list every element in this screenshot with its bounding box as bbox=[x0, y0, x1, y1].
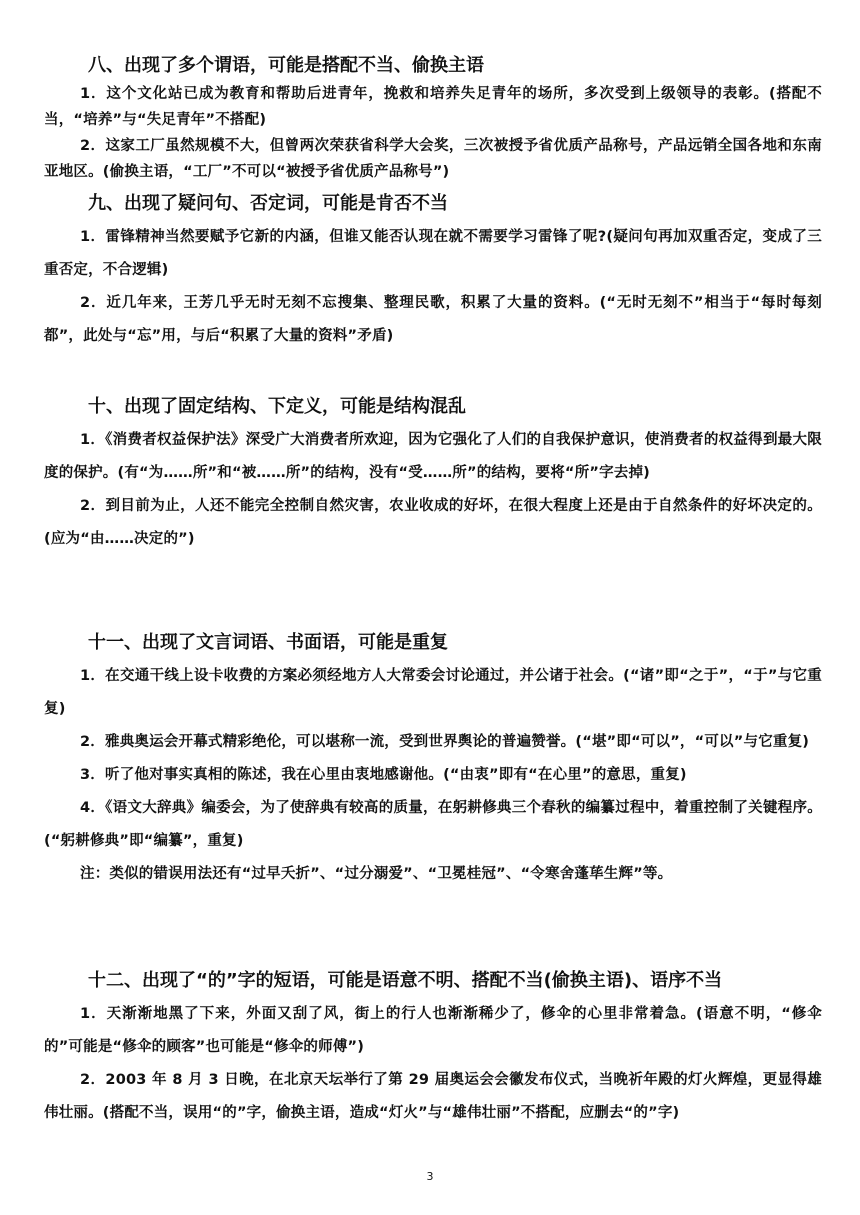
paragraph: 1．《消费者权益保护法》深受广大消费者所欢迎，因为它强化了人们的自我保护意识，使消费者的权益得到最大限度的保护。(有“为……所”和“被……所”的结构，没有“受……所”的结构，要将“所”字去掉) bbox=[44, 432, 822, 481]
paragraph: 1．天渐渐地黑了下来，外面又刮了风，街上的行人也渐渐稀少了，修伞的心里非常着急。(语意不明，“修伞的”可能是“修伞的顾客”也可能是“修伞的师傅”) bbox=[44, 1006, 822, 1055]
page-number: 3 bbox=[426, 1170, 434, 1183]
paragraph: 2．这家工厂虽然规模不大，但曾两次荣获省科学大会奖，三次被授予省优质产品称号，产品远销全国各地和东南亚地区。(偷换主语，“工厂”不可以“被授予省优质产品称号”) bbox=[44, 138, 822, 180]
section-10 bbox=[44, 394, 822, 556]
section-heading: 十二、出现了“的”字的短语，可能是语意不明、搭配不当(偷换主语)、语序不当 bbox=[88, 970, 723, 991]
section-heading: 九、出现了疑问句、否定词，可能是肯否不当 bbox=[88, 193, 448, 214]
section-heading: 十一、出现了文言词语、书面语，可能是重复 bbox=[88, 632, 448, 653]
paragraph: 4．《语文大辞典》编委会，为了使辞典有较高的质量，在躬耕修典三个春秋的编纂过程中，着重控制了关键程序。(“躬耕修典”即“编纂”，重复) bbox=[44, 800, 822, 849]
paragraph: 1．雷锋精神当然要赋予它新的内涵，但谁又能否认现在就不需要学习雷锋了呢?(疑问句再加双重否定，变成了三重否定，不合逻辑) bbox=[44, 229, 822, 278]
paragraph: 2．到目前为止，人还不能完全控制自然灾害，农业收成的好坏，在很大程度上还是由于自然条件的好坏决定的。(应为“由……决定的”) bbox=[44, 498, 822, 547]
section-9 bbox=[44, 191, 822, 353]
note-paragraph: 注：类似的错误用法还有“过早夭折”、“过分溺爱”、“卫冕桂冠”、“令寒舍蓬荜生辉”等。 bbox=[80, 866, 673, 882]
section-12 bbox=[44, 968, 822, 1130]
paragraph: 1．在交通干线上设卡收费的方案必须经地方人大常委会讨论通过，并公诸于社会。(“诸”即“之于”，“于”与它重复) bbox=[44, 668, 822, 717]
section-heading: 八、出现了多个谓语，可能是搭配不当、偷换主语 bbox=[88, 55, 484, 76]
section-heading: 十、出现了固定结构、下定义，可能是结构混乱 bbox=[88, 396, 466, 417]
paragraph: 2．近几年来，王芳几乎无时无刻不忘搜集、整理民歌，积累了大量的资料。(“无时无刻不”相当于“每时每刻都”，此处与“忘”用，与后“积累了大量的资料”矛盾) bbox=[44, 295, 822, 344]
paragraph: 3．听了他对事实真相的陈述，我在心里由衷地感谢他。(“由衷”即有“在心里”的意思，重复) bbox=[80, 767, 687, 783]
paragraph: 1．这个文化站已成为教育和帮助后进青年，挽救和培养失足青年的场所，多次受到上级领导的表彰。(搭配不当，“培养”与“失足青年”不搭配) bbox=[44, 86, 822, 128]
paragraph: 2．雅典奥运会开幕式精彩绝伦，可以堪称一流，受到世界舆论的普遍赞誉。(“堪”即“可以”，“可以”与它重复) bbox=[80, 734, 810, 750]
paragraph: 2．2003 年 8 月 3 日晚，在北京天坛举行了第 29 届奥运会会徽发布仪式，当晚祈年殿的灯火辉煌，更显得雄伟壮丽。(搭配不当，误用“的”字，偷换主语，造成“灯火”与“雄伟壮丽”不搭配，应删去“的”字) bbox=[44, 1072, 822, 1121]
section-8 bbox=[44, 53, 822, 185]
section-11 bbox=[44, 630, 822, 891]
